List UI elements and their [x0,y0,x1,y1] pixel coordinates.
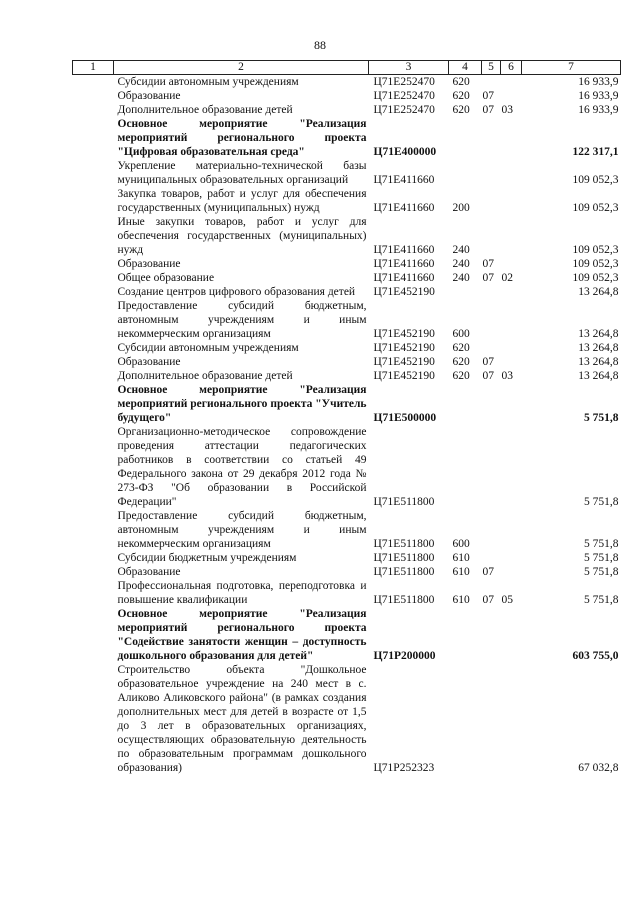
amount-cell: 5 751,8 [584,566,619,578]
header-col-4: 4 [449,61,482,75]
target-code-cell: Ц71Е452190 [373,356,435,368]
section-cell [482,383,501,425]
section-cell: 07 [482,566,494,578]
subsection-cell [501,565,522,579]
subsection-cell: 02 [501,272,513,284]
amount-cell: 603 755,0 [572,650,619,662]
table-row [73,509,621,551]
section-cell: 07 [482,370,494,382]
subsection-cell [501,89,522,103]
header-col-7: 7 [522,61,621,75]
row-number-cell [73,187,114,215]
table-body [73,75,621,776]
amount-cell: 109 052,3 [572,258,619,270]
expense-type-cell: 610 [452,566,470,578]
table-row [73,355,621,369]
item-name-cell: Закупка товаров, работ и услуг для обеспечения государственных (муниципальных) нужд [117,188,367,214]
table-row [73,565,621,579]
subsection-cell [501,341,522,355]
header-col-5: 5 [482,61,501,75]
amount-cell: 109 052,3 [572,244,619,256]
target-code-cell: Ц71Е252470 [373,104,435,116]
row-number-cell [73,103,114,117]
table-row [73,425,621,509]
item-name-cell: Основное мероприятие "Реализация мероприятий регионального проекта "Содействие занятости женщин – доступность дошкольного образования для детей" [117,608,367,662]
expense-type-cell [449,607,482,663]
item-name-cell: Основное мероприятие "Реализация мероприятий регионального проекта "Цифровая образовательная среда" [117,118,367,158]
item-name-cell: Предоставление субсидий бюджетным, автономным учреждениям и иным некоммерческим организациям [117,510,367,550]
section-cell [482,117,501,159]
subsection-cell [501,159,522,187]
amount-cell: 13 264,8 [578,286,619,298]
item-name-cell: Образование [117,566,181,578]
table-header [73,61,621,75]
target-code-cell: Ц71Е400000 [373,146,437,158]
amount-cell: 122 317,1 [572,146,619,158]
item-name-cell: Укрепление материально-технической базы муниципальных образовательных организаций [117,160,367,186]
table-row [73,187,621,215]
item-name-cell: Субсидии автономным учреждениям [117,76,299,88]
amount-cell: 16 933,9 [578,76,619,88]
amount-cell: 5 751,8 [584,594,619,606]
item-name-cell: Образование [117,90,181,102]
item-name-cell: Основное мероприятие "Реализация мероприятий регионального проекта "Учитель будущего" [117,384,367,424]
amount-cell: 16 933,9 [578,90,619,102]
table-row [73,285,621,299]
item-name-cell: Предоставление субсидий бюджетным, автономным учреждениям и иным некоммерческим организациям [117,300,367,340]
subsection-cell [501,509,522,551]
table-row [73,579,621,607]
target-code-cell: Ц71Е252470 [373,76,435,88]
item-name-cell: Общее образование [117,272,215,284]
section-cell: 07 [482,104,494,116]
page-number: 88 [314,38,326,52]
budget-table [72,60,621,775]
table-row [73,607,621,663]
amount-cell: 5 751,8 [584,552,619,564]
row-number-cell [73,355,114,369]
target-code-cell: Ц71Е511800 [373,594,435,606]
section-cell [482,663,501,775]
target-code-cell: Ц71Е411660 [373,174,435,186]
table-row [73,75,621,90]
section-cell [482,425,501,509]
section-cell: 07 [482,356,494,368]
section-cell: 07 [482,594,494,606]
row-number-cell [73,117,114,159]
item-name-cell: Создание центров цифрового образования детей [117,286,356,298]
expense-type-cell [449,383,482,425]
target-code-cell: Ц71Е411660 [373,244,435,256]
item-name-cell: Иные закупки товаров, работ и услуг для обеспечения государственных (муниципальных) нужд [117,216,367,256]
row-number-cell [73,663,114,775]
table-row [73,117,621,159]
amount-cell: 5 751,8 [584,538,619,550]
row-number-cell [73,75,114,90]
table-row [73,159,621,187]
subsection-cell: 03 [501,104,513,116]
header-col-1: 1 [73,61,114,75]
header-col-2: 2 [114,61,369,75]
section-cell: 07 [482,258,494,270]
item-name-cell: Профессиональная подготовка, переподготовка и повышение квалификации [117,580,367,606]
target-code-cell: Ц71Е252470 [373,90,435,102]
amount-cell: 109 052,3 [572,174,619,186]
section-cell [482,215,501,257]
target-code-cell: Ц71Р200000 [373,650,436,662]
row-number-cell [73,299,114,341]
amount-cell: 5 751,8 [584,496,619,508]
row-number-cell [73,369,114,383]
subsection-cell: 05 [501,594,513,606]
subsection-cell [501,355,522,369]
item-name-cell: Организационно-методическое сопровождение проведения аттестации педагогических работников в соответствии со статьей 49 Федерального закона от 29 декабря 2012 года № 273-ФЗ "Об образовании в Российской Федерации" [117,426,367,508]
row-number-cell [73,159,114,187]
row-number-cell [73,551,114,565]
item-name-cell: Образование [117,258,181,270]
target-code-cell: Ц71Р252323 [373,762,435,774]
subsection-cell [501,299,522,341]
subsection-cell [501,75,522,90]
table-row [73,663,621,775]
table-row [73,369,621,383]
expense-type-cell: 600 [452,328,470,340]
row-number-cell [73,579,114,607]
amount-cell: 13 264,8 [578,328,619,340]
table-row [73,271,621,285]
target-code-cell: Ц71Е511800 [373,496,435,508]
item-name-cell: Образование [117,356,181,368]
target-code-cell: Ц71Е511800 [373,538,435,550]
subsection-cell [501,551,522,565]
item-name-cell: Строительство объекта "Дошкольное образовательное учреждение на 240 мест в с. Аликово Аликовского района" (в рамках создания дополнительных мест для детей в возрасте от 1,5 до 3 лет в образовательных организациях, осуществляющих образовательную деятельность по образовательным программам дошкольного образования) [117,664,367,774]
section-cell [482,607,501,663]
expense-type-cell: 610 [452,552,470,564]
target-code-cell: Ц71Е452190 [373,370,435,382]
section-cell [482,509,501,551]
section-cell [482,299,501,341]
target-code-cell: Ц71Е411660 [373,272,435,284]
table-row [73,89,621,103]
budget-table-container [72,60,620,775]
table-row [73,215,621,257]
table-row [73,299,621,341]
amount-cell: 109 052,3 [572,202,619,214]
expense-type-cell: 600 [452,538,470,550]
amount-cell: 109 052,3 [572,272,619,284]
expense-type-cell: 240 [452,244,470,256]
table-row [73,551,621,565]
row-number-cell [73,89,114,103]
amount-cell: 13 264,8 [578,342,619,354]
expense-type-cell: 620 [452,356,470,368]
target-code-cell: Ц71Е411660 [373,258,435,270]
table-row [73,103,621,117]
row-number-cell [73,607,114,663]
row-number-cell [73,341,114,355]
row-number-cell [73,271,114,285]
expense-type-cell: 620 [452,90,470,102]
section-cell: 07 [482,90,494,102]
section-cell [482,75,501,90]
amount-cell: 5 751,8 [584,412,619,424]
amount-cell: 13 264,8 [578,356,619,368]
subsection-cell [501,187,522,215]
item-name-cell: Субсидии бюджетным учреждениям [117,552,297,564]
expense-type-cell: 620 [452,104,470,116]
section-cell [482,551,501,565]
expense-type-cell: 620 [452,370,470,382]
expense-type-cell [449,117,482,159]
row-number-cell [73,425,114,509]
expense-type-cell: 200 [452,202,470,214]
target-code-cell: Ц71Е452190 [373,286,435,298]
section-cell [482,341,501,355]
expense-type-cell: 620 [452,342,470,354]
item-name-cell: Дополнительное образование детей [117,104,293,116]
expense-type-cell: 620 [452,76,470,88]
target-code-cell: Ц71Е452190 [373,328,435,340]
expense-type-cell: 610 [452,594,470,606]
expense-type-cell: 240 [452,272,470,284]
expense-type-cell: 240 [452,258,470,270]
expense-type-cell [449,663,482,775]
row-number-cell [73,285,114,299]
target-code-cell: Ц71Е452190 [373,342,435,354]
row-number-cell [73,509,114,551]
amount-cell: 13 264,8 [578,370,619,382]
subsection-cell [501,215,522,257]
subsection-cell [501,425,522,509]
item-name-cell: Дополнительное образование детей [117,370,293,382]
subsection-cell [501,257,522,271]
section-cell: 07 [482,272,494,284]
subsection-cell [501,285,522,299]
expense-type-cell [449,285,482,299]
row-number-cell [73,565,114,579]
amount-cell: 16 933,9 [578,104,619,116]
subsection-cell [501,383,522,425]
item-name-cell: Субсидии автономным учреждениям [117,342,299,354]
expense-type-cell [449,425,482,509]
table-row [73,257,621,271]
header-row [73,61,621,75]
row-number-cell [73,215,114,257]
subsection-cell [501,117,522,159]
subsection-cell [501,607,522,663]
header-col-6: 6 [501,61,522,75]
subsection-cell [501,663,522,775]
row-number-cell [73,383,114,425]
section-cell [482,187,501,215]
target-code-cell: Ц71Е500000 [373,412,437,424]
row-number-cell [73,257,114,271]
header-col-3: 3 [369,61,449,75]
subsection-cell: 03 [501,370,513,382]
table-row [73,341,621,355]
table-row [73,383,621,425]
amount-cell: 67 032,8 [578,762,619,774]
target-code-cell: Ц71Е411660 [373,202,435,214]
target-code-cell: Ц71Е511800 [373,566,435,578]
section-cell [482,159,501,187]
target-code-cell: Ц71Е511800 [373,552,435,564]
expense-type-cell [449,159,482,187]
section-cell [482,285,501,299]
